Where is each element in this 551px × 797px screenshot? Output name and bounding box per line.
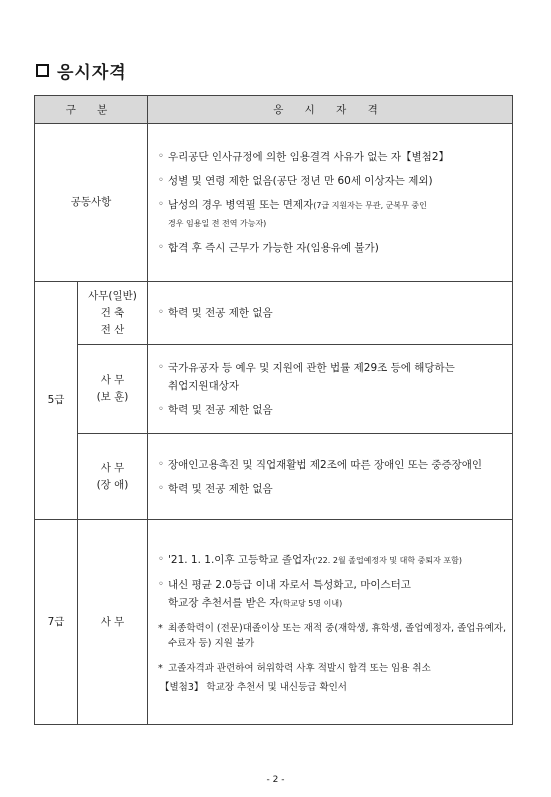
common-label: 공동사항 xyxy=(35,124,148,282)
list-item: ◦ 내신 평균 2.0등급 이내 자로서 특성화고, 마이스터고 xyxy=(158,578,506,592)
grade5-requirements-veteran xyxy=(148,345,513,434)
section-heading xyxy=(36,58,127,83)
list-item: ◦ 장애인고용촉진 및 직업재활법 제2조에 따른 장애인 또는 중증장애인 xyxy=(158,458,506,472)
grade5-row-disability xyxy=(35,434,513,520)
grade5-label: 5급 xyxy=(35,282,78,520)
grade7-label: 7급 xyxy=(35,520,78,725)
list-item: ◦ 국가유공자 등 예우 및 지원에 관한 법률 제29조 등에 해당하는 xyxy=(158,361,506,375)
list-item: ◦ 우리공단 인사규정에 의한 임용결격 사유가 없는 자【별첨2】 xyxy=(158,150,506,164)
list-item-continuation: 취업지원대상자 xyxy=(168,380,240,392)
list-item: ◦ 합격 후 즉시 근무가 가능한 자(임용유예 불가) xyxy=(158,241,506,255)
list-item: ◦ '21. 1. 1.이후 고등학교 졸업자('22. 2월 졸업예정자 및 대학 중퇴자 포함) xyxy=(158,553,506,568)
checkbox-square-icon xyxy=(36,64,49,77)
list-item: ◦ 학력 및 전공 제한 없음 xyxy=(158,306,506,320)
grade5-field-general: 사무(일반) 건 축 전 산 xyxy=(78,282,148,345)
grade7-field: 사 무 xyxy=(78,520,148,725)
grade7-requirements xyxy=(148,520,513,725)
note-item: * 최종학력이 (전문)대졸이상 또는 재적 중(재학생, 휴학생, 졸업예정자, 졸업유예자, 수료자 등) 지원 불가 xyxy=(158,621,506,651)
list-item-continuation: 경우 임용일 전 전역 가능자) xyxy=(168,219,267,228)
list-item: ◦ 학력 및 전공 제한 없음 xyxy=(158,482,506,496)
grade5-row-general xyxy=(35,282,513,345)
page-number: - 2 - xyxy=(266,775,285,785)
grade5-requirements-general xyxy=(148,282,513,345)
grade5-requirements-disability xyxy=(148,434,513,520)
grade7-row xyxy=(35,520,513,725)
table-header-row xyxy=(35,96,513,124)
list-item-continuation: 학교장 추천서를 받은 자(학교당 5명 이내) xyxy=(168,596,343,609)
list-item: ◦ 남성의 경우 병역필 또는 면제자(7급 지원자는 무관, 군복무 중인 xyxy=(158,198,506,213)
note-item: * 고졸자격과 관련하여 허위학력 사후 적발시 합격 또는 임용 취소 xyxy=(158,661,506,676)
qualification-table xyxy=(34,95,513,725)
section-title: 응시자격 xyxy=(57,63,127,83)
common-row xyxy=(35,124,513,282)
header-qualification: 응 시 자 격 xyxy=(148,96,513,124)
list-item: ◦ 학력 및 전공 제한 없음 xyxy=(158,403,506,417)
grade5-field-disability: 사 무 (장 애) xyxy=(78,434,148,520)
grade5-row-veteran xyxy=(35,345,513,434)
common-requirements xyxy=(148,124,513,282)
list-item: ◦ 성별 및 연령 제한 없음(공단 정년 만 60세 이상자는 제외) xyxy=(158,174,506,188)
attachment-reference: 【별첨3】 학교장 추천서 및 내신등급 확인서 xyxy=(160,681,347,693)
header-category: 구 분 xyxy=(35,96,148,124)
grade5-field-veteran: 사 무 (보 훈) xyxy=(78,345,148,434)
